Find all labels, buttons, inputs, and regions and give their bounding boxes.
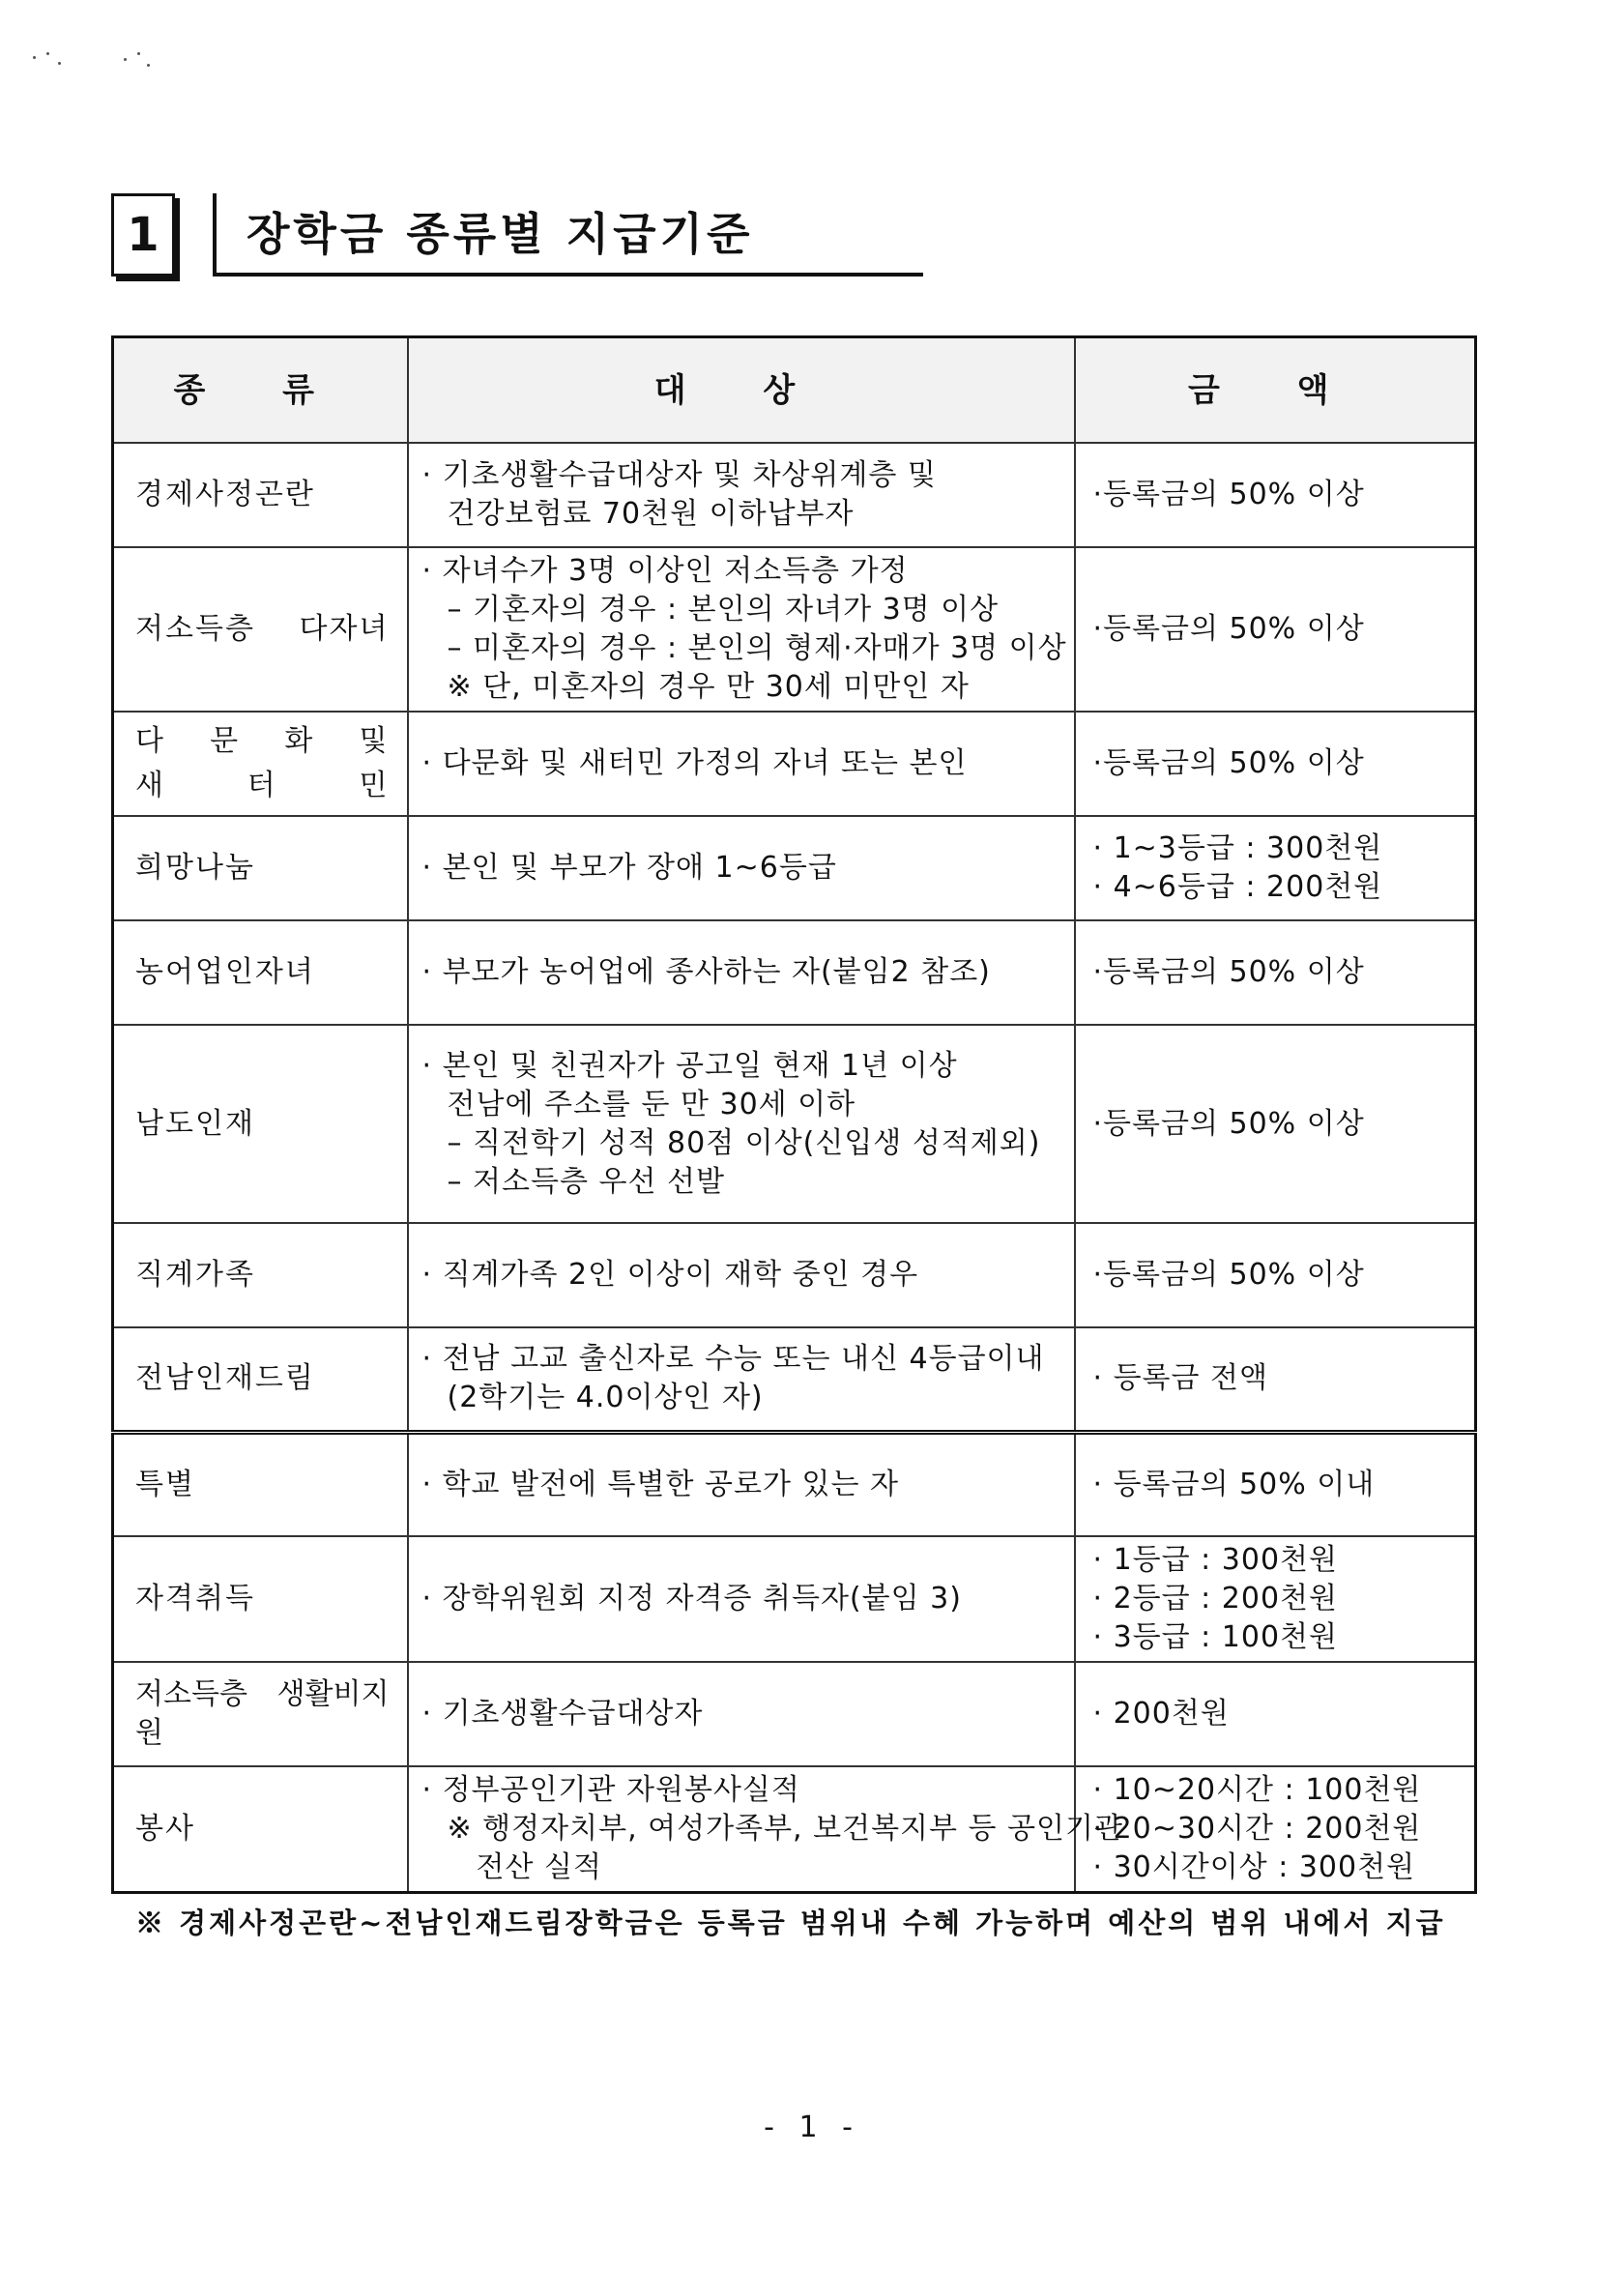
amount-cell: · 등록금의 50% 이내 (1075, 1432, 1476, 1536)
table-row (113, 1662, 1476, 1766)
table-row (113, 1766, 1476, 1893)
section-number-box: 1 (111, 193, 175, 276)
category-cell: 봉사 (113, 1766, 408, 1893)
header-category: 종 류 (113, 337, 408, 444)
category-cell: 자격취득 (113, 1536, 408, 1662)
target-cell: · 정부공인기관 자원봉사실적 ※ 행정자치부, 여성가족부, 보건복지부 등 공인기관 전산 실적 (408, 1766, 1075, 1893)
table-row (113, 1327, 1476, 1432)
table-row (113, 1432, 1476, 1536)
target-cell: · 학교 발전에 특별한 공로가 있는 자 (408, 1432, 1075, 1536)
amount-cell: ·등록금의 50% 이상 (1075, 1223, 1476, 1327)
target-cell: · 기초생활수급대상자 (408, 1662, 1075, 1766)
target-cell: · 직계가족 2인 이상이 재학 중인 경우 (408, 1223, 1075, 1327)
table-row (113, 920, 1476, 1025)
section-underline (213, 273, 923, 276)
section-divider (213, 193, 217, 276)
category-cell: 희망나눔 (113, 816, 408, 920)
scholarship-criteria-table (111, 335, 1477, 1894)
target-cell: · 다문화 및 새터민 가정의 자녀 또는 본인 (408, 712, 1075, 816)
header-amount: 금 액 (1075, 337, 1476, 444)
category-cell: 저소득층 다자녀 (113, 547, 408, 712)
amount-cell: · 등록금 전액 (1075, 1327, 1476, 1432)
target-cell: · 부모가 농어업에 종사하는 자(붙임2 참조) (408, 920, 1075, 1025)
category-cell: 농어업인자녀 (113, 920, 408, 1025)
category-cell: 직계가족 (113, 1223, 408, 1327)
target-cell: · 자녀수가 3명 이상인 저소득층 가정 – 기혼자의 경우 : 본인의 자녀가 3명 이상 – 미혼자의 경우 : 본인의 형제·자매가 3명 이상 ※ 단, 미혼자의 경우 만 30세 미만인 자 (408, 547, 1075, 712)
table-row (113, 443, 1476, 547)
amount-cell: ·등록금의 50% 이상 (1075, 712, 1476, 816)
table-row (113, 547, 1476, 712)
section-title: 장학금 종류별 지급기준 (246, 208, 754, 260)
table-row (113, 816, 1476, 920)
category-cell: 다 문 화 및 새 터 민 (113, 712, 408, 816)
category-cell: 경제사정곤란 (113, 443, 408, 547)
category-cell: 남도인재 (113, 1025, 408, 1223)
header-target: 대 상 (408, 337, 1075, 444)
amount-cell: · 200천원 (1075, 1662, 1476, 1766)
amount-cell: ·등록금의 50% 이상 (1075, 547, 1476, 712)
amount-cell: · 1~3등급 : 300천원 · 4~6등급 : 200천원 (1075, 816, 1476, 920)
target-cell: · 본인 및 부모가 장애 1~6등급 (408, 816, 1075, 920)
amount-cell: ·등록금의 50% 이상 (1075, 443, 1476, 547)
amount-cell: ·등록금의 50% 이상 (1075, 920, 1476, 1025)
category-cell: 전남인재드림 (113, 1327, 408, 1432)
table-row (113, 1025, 1476, 1223)
page-number: - 1 - (764, 2110, 860, 2144)
category-cell: 저소득층 생활비지원 (113, 1662, 408, 1766)
scan-specks (29, 48, 164, 77)
target-cell: · 기초생활수급대상자 및 차상위계층 및 건강보험료 70천원 이하납부자 (408, 443, 1075, 547)
amount-cell: · 1등급 : 300천원 · 2등급 : 200천원 · 3등급 : 100천원 (1075, 1536, 1476, 1662)
table-row (113, 712, 1476, 816)
table-row (113, 1223, 1476, 1327)
budget-footnote: ※ 경제사정곤란~전남인재드림장학금은 등록금 범위내 수혜 가능하며 예산의 범위 내에서 지급 (135, 1906, 1446, 1939)
amount-cell: · 10~20시간 : 100천원 · 20~30시간 : 200천원 · 30시간이상 : 300천원 (1075, 1766, 1476, 1893)
table-header-row (113, 337, 1476, 444)
target-cell: · 본인 및 친권자가 공고일 현재 1년 이상 전남에 주소를 둔 만 30세 이하 – 직전학기 성적 80점 이상(신입생 성적제외) – 저소득층 우선 선발 (408, 1025, 1075, 1223)
category-cell: 특별 (113, 1432, 408, 1536)
table-row (113, 1536, 1476, 1662)
target-cell: · 장학위원회 지정 자격증 취득자(붙임 3) (408, 1536, 1075, 1662)
amount-cell: ·등록금의 50% 이상 (1075, 1025, 1476, 1223)
target-cell: · 전남 고교 출신자로 수능 또는 내신 4등급이내 (2학기는 4.0이상인 자) (408, 1327, 1075, 1432)
